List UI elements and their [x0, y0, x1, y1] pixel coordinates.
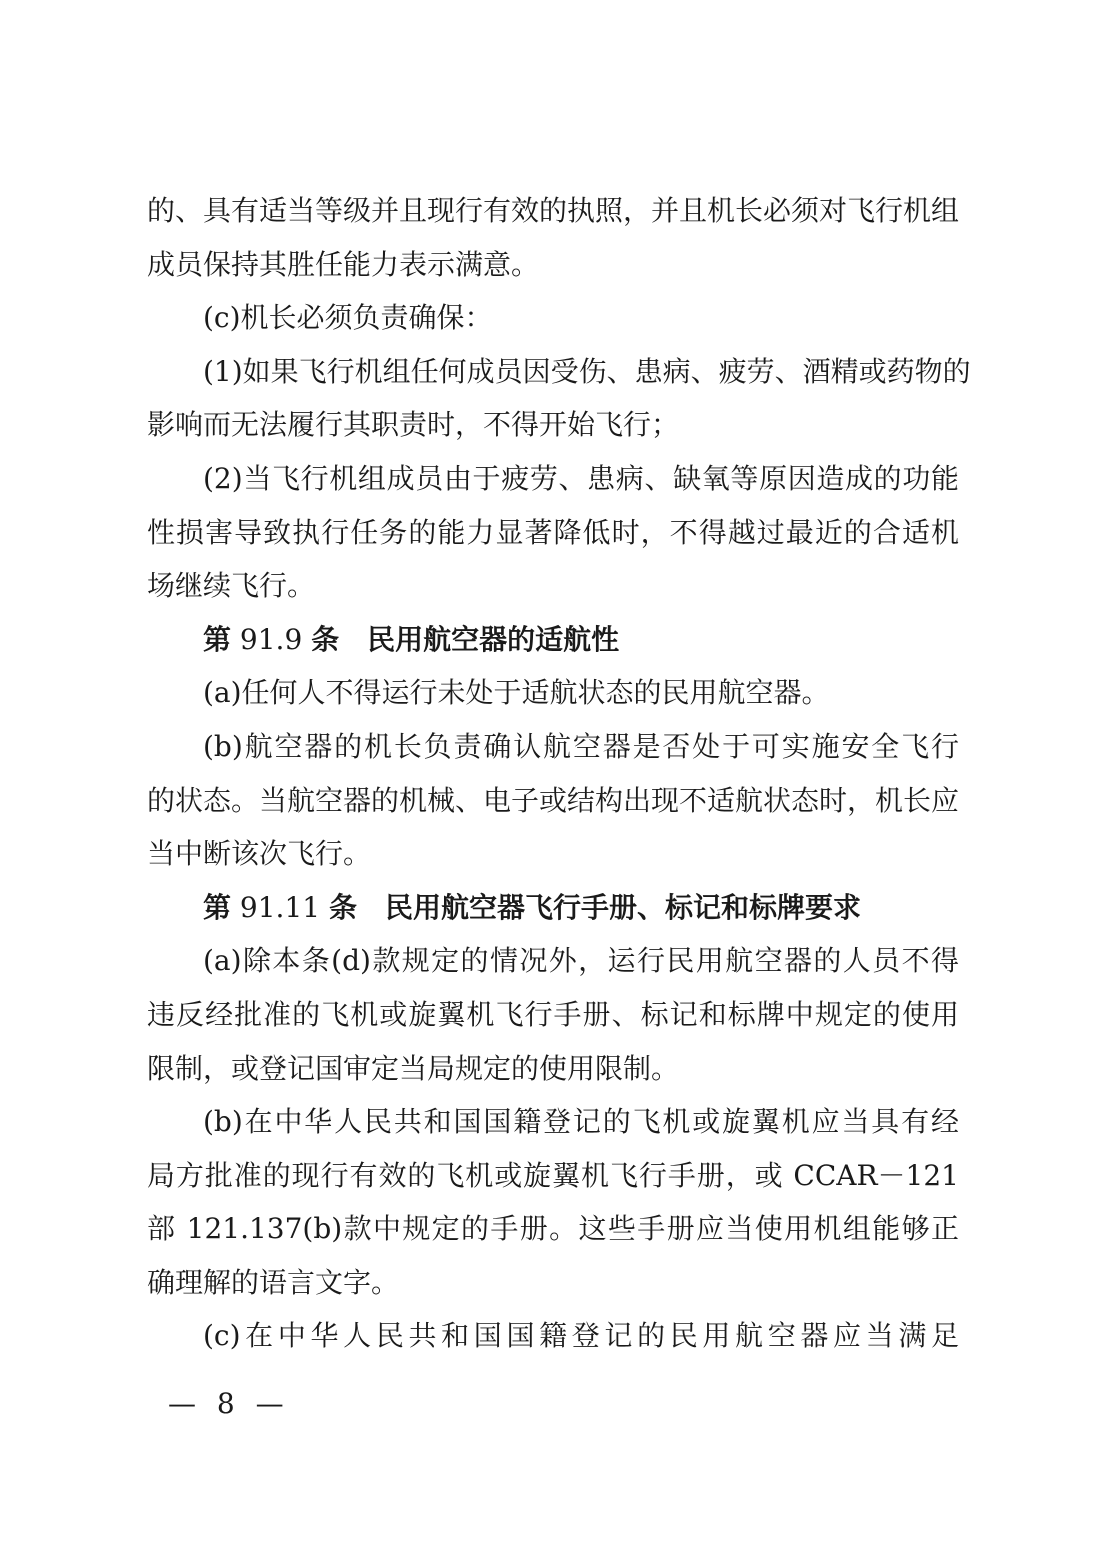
body-line: 影响而无法履行其职责时，不得开始飞行； — [147, 408, 680, 442]
body-line: 局方批准的现行有效的飞机或旋翼机飞行手册，或 CCAR－121 — [147, 1158, 959, 1192]
body-line: 限制，或登记国审定当局规定的使用限制。 — [147, 1051, 680, 1085]
heading-prefix: 第 — [203, 622, 232, 656]
page-number: — 8 — — [168, 1387, 290, 1420]
paragraph-c-start: (c)在中华人民共和国国籍登记的民用航空器应当满足 — [203, 1319, 959, 1353]
paragraph-b-start: (b)航空器的机长负责确认航空器是否处于可实施安全飞行 — [203, 729, 959, 763]
document-body — [147, 184, 971, 1363]
paragraph-b-start: (b)在中华人民共和国国籍登记的飞机或旋翼机应当具有经 — [203, 1105, 959, 1139]
body-line: 确理解的语言文字。 — [147, 1265, 400, 1299]
article-heading-91-9 — [147, 613, 959, 667]
body-line: 部 121.137(b)款中规定的手册。这些手册应当使用机组能够正 — [147, 1212, 959, 1246]
body-line: 的状态。当航空器的机械、电子或结构出现不适航状态时，机长应 — [147, 783, 960, 817]
heading-number: 91.11 — [231, 890, 329, 924]
heading-title: 条 民用航空器飞行手册、标记和标牌要求 — [328, 890, 861, 924]
body-line: 当中断该次飞行。 — [147, 837, 372, 871]
paragraph-c-start: (c)机长必须负责确保： — [203, 301, 493, 335]
paragraph-a-start: (a)任何人不得运行未处于适航状态的民用航空器。 — [203, 676, 830, 710]
item-2-start: (2)当飞行机组成员由于疲劳、患病、缺氧等原因造成的功能 — [203, 461, 959, 495]
body-line: 违反经批准的飞机或旋翼机飞行手册、标记和标牌中规定的使用 — [147, 997, 959, 1031]
heading-title: 条 民用航空器的适航性 — [311, 622, 620, 656]
heading-prefix: 第 — [203, 890, 232, 924]
body-line: 成员保持其胜任能力表示满意。 — [147, 247, 540, 281]
body-line: 的、具有适当等级并且现行有效的执照，并且机长必须对飞行机组 — [147, 194, 960, 227]
article-heading-91-11 — [147, 881, 959, 935]
body-line: 性损害导致执行任务的能力显著降低时，不得越过最近的合适机 — [147, 515, 959, 549]
paragraph-a-start: (a)除本条(d)款规定的情况外，运行民用航空器的人员不得 — [203, 944, 959, 978]
item-1-start: (1)如果飞行机组任何成员因受伤、患病、疲劳、酒精或药物的 — [203, 354, 971, 388]
body-line: 场继续飞行。 — [147, 569, 316, 603]
heading-number: 91.9 — [231, 622, 312, 656]
